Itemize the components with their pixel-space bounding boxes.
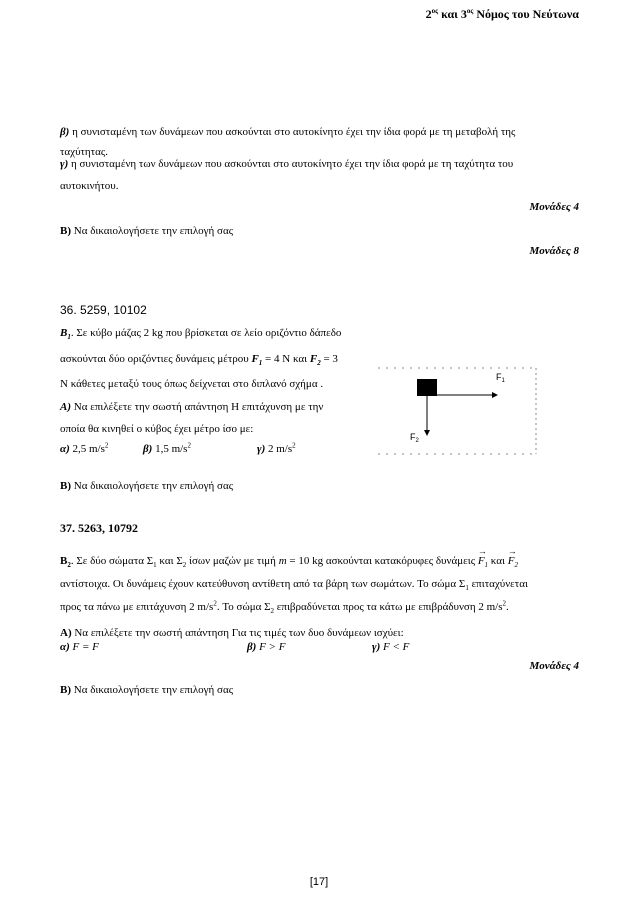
q37-line1: $B_2$. Σε δύο σώματα $\Sigma_1$ και $\Sigma_2$ ίσων μαζών με τιμή m = 10 kg ασκούνται κατακόρυφες $\delta\upsilon\nu ά\mu\varepsilon\iota\varsigma \to F_1$ $\kappa\alpha\iota \to F_2$ — [60, 555, 518, 567]
q36-line3: N κάθετες μεταξύ τους όπως δείχνεται στο διπλανό σχήμα . — [60, 378, 324, 390]
q36-line1: $B_1$. Σε κύβο μάζας 2 kg που βρίσκεται σε λείο οριζόντιο δάπεδο — [60, 327, 342, 342]
q36-option-a: α) 2,5 $m/s^2$ — [60, 441, 109, 455]
page-header: $2^{o\varsigma}$ και $3^{o\varsigma}$ Νόμος του Νεύτωνα — [425, 7, 579, 21]
q36-line5: οποία θα κινηθεί ο κύβος έχει μέτρο ίσο με: — [60, 423, 254, 435]
q37-option-c: γ) F < F — [372, 641, 410, 653]
option-gamma-line1: γ) η συνισταμένη των δυνάμεων που ασκούνται στο αυτοκίνητο έχει την ίδια φορά με τη ταχύτητα του — [60, 158, 514, 170]
question-37-heading: 37. 5263, 10792 — [60, 521, 138, 535]
justify-prompt: Β) Να δικαιολογήσετε την επιλογή σας — [60, 480, 234, 492]
option-gamma-line2: αυτοκινήτου. — [60, 180, 119, 192]
q37-option-b: β) F > F — [247, 641, 286, 653]
q36-option-c: γ) 2 $m/s^2$ — [257, 441, 296, 455]
cube-block — [417, 379, 437, 396]
force-diagram — [376, 366, 540, 456]
q37-line4: Α) Να επιλέξετε την σωστή απάντηση Για τις τιμές των δυο δυνάμεων ισχύει: — [60, 627, 404, 639]
marks-label: Μονάδες 4 — [529, 201, 579, 213]
marks-label: Μονάδες 4 — [529, 660, 579, 672]
q36-line4: Α) Να επιλέξετε την σωστή απάντηση Η επιτάχυνση με την — [60, 401, 324, 413]
justify-prompt: Β) Να δικαιολογήσετε την επιλογή σας — [60, 225, 234, 237]
justify-prompt: Β) Να δικαιολογήσετε την επιλογή σας — [60, 684, 234, 696]
force-f1-arrowhead — [492, 392, 498, 398]
force-f1-label: $F_1$ — [496, 372, 505, 384]
q36-option-b: β) 1,5 $m/s^2$ — [143, 441, 191, 455]
q37-option-a: α) F = F — [60, 641, 99, 653]
marks-label: Μονάδες 8 — [529, 245, 579, 257]
option-beta-line1: β) η συνισταμένη των δυνάμεων που ασκούνται στο αυτοκίνητο έχει την ίδια φορά με τη μεταβολή της — [60, 126, 516, 138]
question-36-heading: 36. 5259, 10102 — [60, 303, 147, 317]
force-f2-arrowhead — [424, 430, 430, 436]
force-f2-label: $F_2$ — [410, 432, 419, 444]
page-number: [17] — [309, 876, 329, 888]
q37-line2: αντίστοιχα. Οι δυνάμεις έχουν κατεύθυνση αντίθετη από τα βάρη των σωμάτων. Το σώμα $\Sigma_1$ επιταχύνεται — [60, 578, 528, 593]
q36-line2: ασκούνται δύο οριζόντιες δυνάμεις μέτρου $F_1 = 4$ N και $F_2 = 3$ — [60, 353, 338, 368]
option-beta-line2: ταχύτητας. — [60, 146, 108, 158]
q37-line3: προς τα πάνω με επιτάχυνση 2 $m/s^2$. Το σώμα $\Sigma_2$ επιβραδύνεται προς τα κάτω με επιβράδυνση 2 $m/s^2$. — [60, 599, 509, 616]
